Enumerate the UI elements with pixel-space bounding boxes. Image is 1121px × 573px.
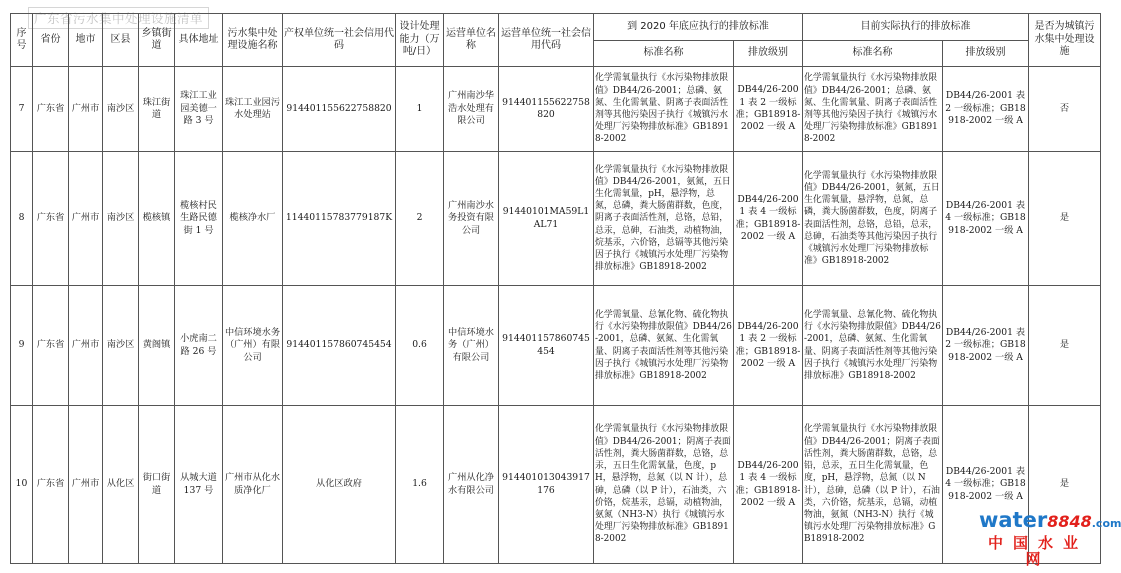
cell-seq: 10 bbox=[11, 406, 33, 564]
col-owner-code: 产权单位统一社会信用代码 bbox=[283, 14, 396, 67]
watermark-logo bbox=[979, 508, 1121, 568]
cell-2020-standard-level: DB44/26-2001 表 2 一级标准；GB18918-2002 一级 A bbox=[734, 67, 803, 152]
col-facility: 污水集中处理设施名称 bbox=[223, 14, 283, 67]
cell-town: 珠江街道 bbox=[139, 67, 175, 152]
table-row bbox=[11, 406, 1101, 564]
cell-current-standard-name: 化学需氧量执行《水污染物排放限值》DB44/26-2001；总磷、氨氮、生化需氧量、阴离子表面活性剂等其他污染因子执行《城镇污水处理厂污染物排放标准》GB18918-2002 bbox=[803, 67, 943, 152]
cell-2020-standard-name: 化学需氧量执行《水污染物排放限值》DB44/26-2001；阴离子表面活性剂，粪大肠菌群数，总铬，总汞，五日生化需氧量，色度，pH，悬浮物，总氮（以 N 计），总砷，总磷（以 P 计），石油类，六价铬，烷基汞，总镉，动植物油，氨氮（NH3-N）执行《城镇污水处理厂污染物排放标准》GB18918-2002 bbox=[594, 406, 734, 564]
cell-2020-standard-name: 化学需氧量、总氰化物、硫化物执行《水污染物排放限值》DB44/26-2001，总磷、氨氮、生化需氧量、阴离子表面活性剂等其他污染因子执行《城镇污水处理厂污染物排放标准》GB18918-2002 bbox=[594, 286, 734, 406]
cell-2020-standard-name: 化学需氧量执行《水污染物排放限值》DB44/26-2001；总磷、氨氮、生化需氧量、阴离子表面活性剂等其他污染因子执行《城镇污水处理厂污染物排放标准》GB18918-2002 bbox=[594, 67, 734, 152]
watermark-tagline: 中国水业网 bbox=[987, 534, 1088, 568]
col-2020-standard-name: 标准名称 bbox=[594, 41, 734, 67]
cell-facility: 榄核净水厂 bbox=[223, 152, 283, 286]
cell-town: 榄核镇 bbox=[139, 152, 175, 286]
watermark-suffix: .com bbox=[1091, 517, 1121, 530]
cell-operator-code: 914401013043917176 bbox=[499, 406, 594, 564]
cell-capacity: 2 bbox=[396, 152, 444, 286]
col-current-standard-name: 标准名称 bbox=[803, 41, 943, 67]
cell-owner-code: 914401155622758820 bbox=[283, 67, 396, 152]
cell-owner-code: 914401157860745454 bbox=[283, 286, 396, 406]
cell-2020-standard-level: DB44/26-2001 表 4 一级标准；GB18918-2002 一级 A bbox=[734, 406, 803, 564]
col-address: 具体地址 bbox=[175, 14, 223, 67]
col-province: 省份 bbox=[33, 14, 69, 67]
cell-address: 珠江工业园美德一路 3 号 bbox=[175, 67, 223, 152]
cell-address: 从城大道 137 号 bbox=[175, 406, 223, 564]
cell-operator-code: 914401157860745454 bbox=[499, 286, 594, 406]
cell-capacity: 1 bbox=[396, 67, 444, 152]
cell-operator: 中信环境水务（广州）有限公司 bbox=[444, 286, 499, 406]
col-current-standard-level: 排放级别 bbox=[943, 41, 1029, 67]
col-town: 乡镇街道 bbox=[139, 14, 175, 67]
cell-seq: 8 bbox=[11, 152, 33, 286]
cell-current-standard-level: DB44/26-2001 表 2 一级标准；GB18918-2002 一级 A bbox=[943, 286, 1029, 406]
table-row bbox=[11, 67, 1101, 152]
cell-current-standard-level: DB44/26-2001 表 4 一级标准；GB18918-2002 一级 A bbox=[943, 406, 1029, 564]
col-county: 区县 bbox=[103, 14, 139, 67]
table-row bbox=[11, 286, 1101, 406]
cell-owner-code: 11440115783779187K bbox=[283, 152, 396, 286]
cell-county: 从化区 bbox=[103, 406, 139, 564]
cell-province: 广东省 bbox=[33, 406, 69, 564]
header-row bbox=[11, 14, 1101, 41]
cell-current-standard-name: 化学需氧量执行《水污染物排放限值》DB44/26-2001，氨氮，五日生化需氧量，悬浮物，总氮，总磷，粪大肠菌群数，色度，阴离子表面活性剂，总铬，总铅，总汞，总砷，石油类等其他污染因子执行《城镇污水处理厂污染物排放标准》GB18918-2002 bbox=[803, 152, 943, 286]
cell-current-standard-level: DB44/26-2001 表 2 一级标准；GB18918-2002 一级 A bbox=[943, 67, 1029, 152]
cell-operator: 广州南沙华浩水处理有限公司 bbox=[444, 67, 499, 152]
col-2020-standard-level: 排放级别 bbox=[734, 41, 803, 67]
watermark-brand bbox=[979, 508, 1121, 535]
cell-province: 广东省 bbox=[33, 286, 69, 406]
cell-county: 南沙区 bbox=[103, 67, 139, 152]
cell-2020-standard-level: DB44/26-2001 表 4 一级标准；GB18918-2002 一级 A bbox=[734, 152, 803, 286]
cell-is-urban: 是 bbox=[1029, 152, 1101, 286]
cell-city: 广州市 bbox=[69, 286, 103, 406]
cell-is-urban: 是 bbox=[1029, 286, 1101, 406]
col-seq: 序号 bbox=[11, 14, 33, 67]
col-operator: 运营单位名称 bbox=[444, 14, 499, 67]
cell-facility: 中信环境水务（广州）有限公司 bbox=[223, 286, 283, 406]
cell-city: 广州市 bbox=[69, 67, 103, 152]
cell-province: 广东省 bbox=[33, 67, 69, 152]
cell-operator: 广州南沙水务投资有限公司 bbox=[444, 152, 499, 286]
col-capacity: 设计处理能力（万吨/日） bbox=[396, 14, 444, 67]
cell-address: 榄核村民生路民德街 1 号 bbox=[175, 152, 223, 286]
cell-is-urban: 是 bbox=[1029, 406, 1101, 564]
col-city: 地市 bbox=[69, 14, 103, 67]
cell-address: 小虎南二路 26 号 bbox=[175, 286, 223, 406]
cell-seq: 7 bbox=[11, 67, 33, 152]
cell-capacity: 0.6 bbox=[396, 286, 444, 406]
cell-facility: 广州市从化水质净化厂 bbox=[223, 406, 283, 564]
cell-county: 南沙区 bbox=[103, 152, 139, 286]
cell-capacity: 1.6 bbox=[396, 406, 444, 564]
cell-province: 广东省 bbox=[33, 152, 69, 286]
page-title-tab[interactable]: 广东省污水集中处理设施清单 bbox=[28, 7, 209, 29]
col-group-2020-standard: 到 2020 年底应执行的排放标准 bbox=[594, 14, 803, 41]
cell-operator-code: 914401155622758820 bbox=[499, 67, 594, 152]
cell-facility: 珠江工业园污水处理站 bbox=[223, 67, 283, 152]
cell-town: 黄阁镇 bbox=[139, 286, 175, 406]
cell-2020-standard-level: DB44/26-2001 表 2 一级标准；GB18918-2002 一级 A bbox=[734, 286, 803, 406]
cell-current-standard-level: DB44/26-2001 表 4 一级标准；GB18918-2002 一级 A bbox=[943, 152, 1029, 286]
cell-town: 街口街道 bbox=[139, 406, 175, 564]
col-is-urban: 是否为城镇污水集中处理设施 bbox=[1029, 14, 1101, 67]
cell-county: 南沙区 bbox=[103, 286, 139, 406]
cell-city: 广州市 bbox=[69, 152, 103, 286]
cell-owner-code: 从化区政府 bbox=[283, 406, 396, 564]
cell-2020-standard-name: 化学需氧量执行《水污染物排放限值》DB44/26-2001，氨氮，五日生化需氧量，pH，悬浮物，总氮，总磷，粪大肠菌群数，色度，阴离子表面活性剂，总铬，总铅，总汞，总砷，石油类，动植物油，烷基汞，六价铬，总镉等其他污染因子执行《城镇污水处理厂污染物排放标准》GB18918-2002 bbox=[594, 152, 734, 286]
cell-seq: 9 bbox=[11, 286, 33, 406]
cell-is-urban: 否 bbox=[1029, 67, 1101, 152]
table-row bbox=[11, 152, 1101, 286]
cell-operator: 广州从化净水有限公司 bbox=[444, 406, 499, 564]
col-operator-code: 运营单位统一社会信用代码 bbox=[499, 14, 594, 67]
cell-current-standard-name: 化学需氧量执行《水污染物排放限值》DB44/26-2001；阴离子表面活性剂，粪大肠菌群数，总铬，总铅，总汞，五日生化需氧量，色度，pH，悬浮物，总氮（以 N 计），总砷，总磷（以 P 计），石油类，六价铬，烷基汞，总镉，动植物油，氨氮（NH3-N）执行《城镇污水处理厂污染物排放标准》GB18918-2002 bbox=[803, 406, 943, 564]
watermark-brand-text: water bbox=[979, 508, 1048, 532]
wastewater-facility-table bbox=[10, 13, 1101, 564]
watermark-number: 8848 bbox=[1047, 512, 1092, 531]
cell-current-standard-name: 化学需氧量、总氰化物、硫化物执行《水污染物排放限值》DB44/26-2001，总磷、氨氮、生化需氧量、阴离子表面活性剂等其他污染因子执行《城镇污水处理厂污染物排放标准》GB18918-2002 bbox=[803, 286, 943, 406]
cell-operator-code: 91440101MA59L1AL71 bbox=[499, 152, 594, 286]
cell-city: 广州市 bbox=[69, 406, 103, 564]
col-group-current-standard: 目前实际执行的排放标准 bbox=[803, 14, 1029, 41]
